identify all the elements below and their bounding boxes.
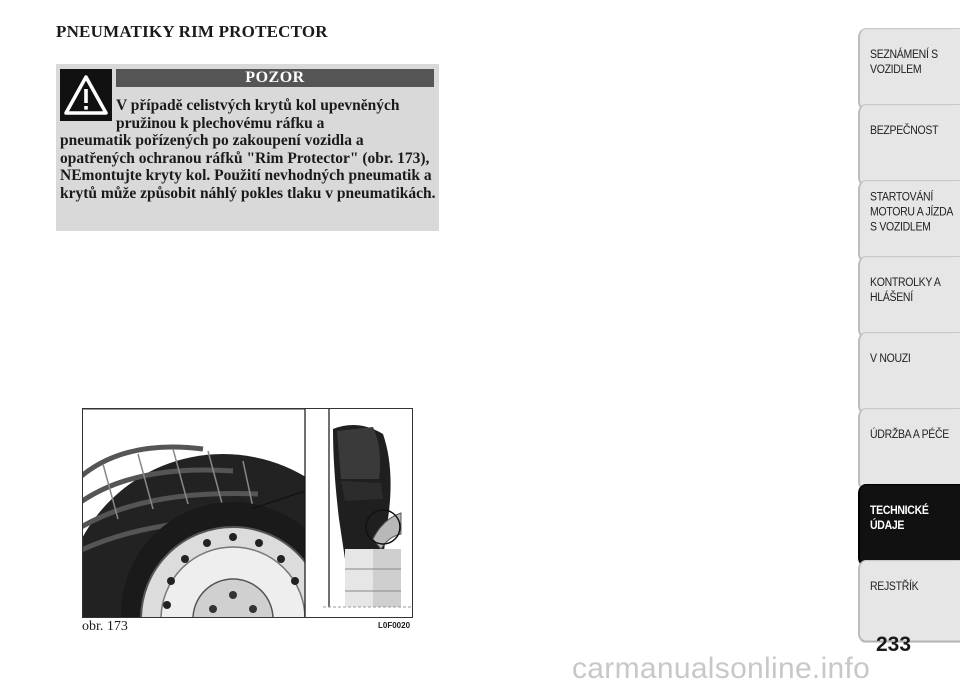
warning-text-line-2: pružinou k plechovému ráfku a <box>116 114 325 132</box>
page-number: 233 <box>876 633 912 656</box>
footer-watermark: carmanualsonline.info <box>572 652 871 685</box>
figure-rim-protector <box>82 408 413 618</box>
warning-text <box>60 97 438 203</box>
chapter-tab-technicke-udaje[interactable]: TECHNICKÉ ÚDAJE <box>858 484 960 567</box>
warning-box <box>56 64 439 231</box>
chapter-tab-bezpecnost[interactable]: BEZPEČNOST <box>858 104 960 187</box>
chapter-tab-seznameni[interactable]: SEZNÁMENÍ S VOZIDLEM <box>858 28 960 111</box>
chapter-tab-udrzba[interactable]: ÚDRŽBA A PÉČE <box>858 408 960 491</box>
section-view <box>323 425 412 607</box>
figure-caption: obr. 173 <box>82 619 128 634</box>
section-title: PNEUMATIKY RIM PROTECTOR <box>56 22 328 41</box>
chapter-tab-v-nouzi[interactable]: V NOUZI <box>858 332 960 415</box>
chapter-tab-startovani[interactable]: STARTOVÁNÍ MOTORU A JÍZDA S VOZIDLEM <box>858 180 960 263</box>
tire-illustration <box>83 409 412 617</box>
warning-text-body: pneumatik pořízených po zakoupení vozidla a opatřených ochranou ráfků "Rim Protector" (obr. 173), NEmontujte kryty kol. Použití nevhodných pneumatik a krytů může způsobit náhlý pokles tlaku v pneumatikách. <box>60 132 436 202</box>
chapter-tab-rejstrik[interactable]: REJSTŘÍK <box>858 560 960 643</box>
figure-code: L0F0020 <box>378 621 411 630</box>
warning-header: POZOR <box>116 69 434 87</box>
chapter-tab-kontrolky[interactable]: KONTROLKY A HLÁŠENÍ <box>858 256 960 339</box>
warning-text-line-1: V případě celistvých krytů kol upevněných <box>116 97 400 114</box>
